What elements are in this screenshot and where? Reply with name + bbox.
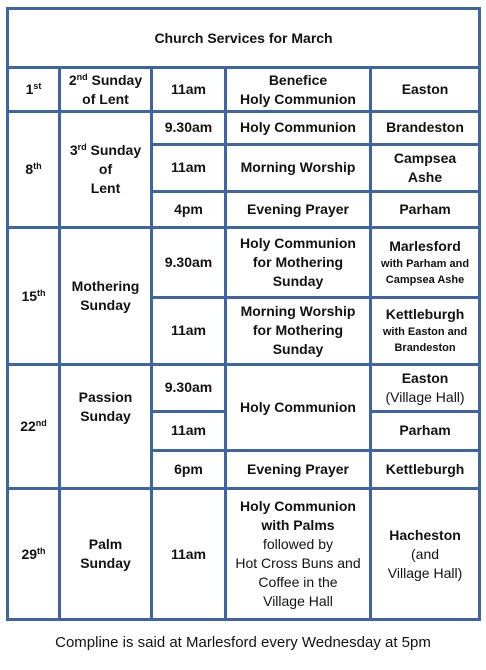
service-cell: Holy Communion for Mothering Sunday [226, 228, 371, 297]
time-cell: 11am [152, 489, 226, 620]
location-cell: Easton (Village Hall) [371, 364, 480, 411]
time-cell: 4pm [152, 191, 226, 228]
date-cell: 22nd [8, 364, 60, 488]
time-cell: 11am [152, 297, 226, 364]
service-cell: Holy Communion [226, 112, 371, 145]
location-cell: Parham [371, 411, 480, 450]
date-cell: 29th [8, 489, 60, 620]
sunday-cell: Palm Sunday [60, 489, 152, 620]
location-cell: Hacheston (and Village Hall) [371, 489, 480, 620]
services-table [6, 7, 481, 621]
time-cell: 11am [152, 144, 226, 191]
location-cell: Kettleburgh [371, 450, 480, 489]
table-row [8, 228, 480, 297]
date-cell: 1st [8, 68, 60, 112]
location-cell: Brandeston [371, 112, 480, 145]
date-cell: 15th [8, 228, 60, 365]
location-cell: Easton [371, 68, 480, 112]
service-cell: Holy Communion [226, 364, 371, 450]
location-cell: Campsea Ashe [371, 144, 480, 191]
location-cell: Marlesford with Parham and Campsea Ashe [371, 228, 480, 297]
location-cell: Kettleburgh with Easton and Brandeston [371, 297, 480, 364]
time-cell: 11am [152, 68, 226, 112]
table-title: Church Services for March [8, 9, 480, 68]
table-row [8, 364, 480, 411]
service-cell: Holy Communion with Palms followed by Hot Cross Buns and Coffee in the Village Hall [226, 489, 371, 620]
time-cell: 11am [152, 411, 226, 450]
sunday-cell: Mothering Sunday [60, 228, 152, 365]
location-cell: Parham [371, 191, 480, 228]
sunday-cell: 3rd Sunday of Lent [60, 112, 152, 228]
table-row [8, 68, 480, 112]
time-cell: 6pm [152, 450, 226, 489]
time-cell: 9.30am [152, 364, 226, 411]
sunday-cell: 2nd Sunday of Lent [60, 68, 152, 112]
table-row [8, 112, 480, 145]
time-cell: 9.30am [152, 112, 226, 145]
service-cell: Evening Prayer [226, 450, 371, 489]
service-cell: Morning Worship [226, 144, 371, 191]
service-cell: Evening Prayer [226, 191, 371, 228]
time-cell: 9.30am [152, 228, 226, 297]
service-cell: Benefice Holy Communion [226, 68, 371, 112]
service-cell: Morning Worship for Mothering Sunday [226, 297, 371, 364]
footer-note: Compline is said at Marlesford every Wednesday at 5pm [55, 634, 431, 651]
date-cell: 8th [8, 112, 60, 228]
table-row [8, 489, 480, 620]
sunday-cell: Passion Sunday [60, 364, 152, 488]
